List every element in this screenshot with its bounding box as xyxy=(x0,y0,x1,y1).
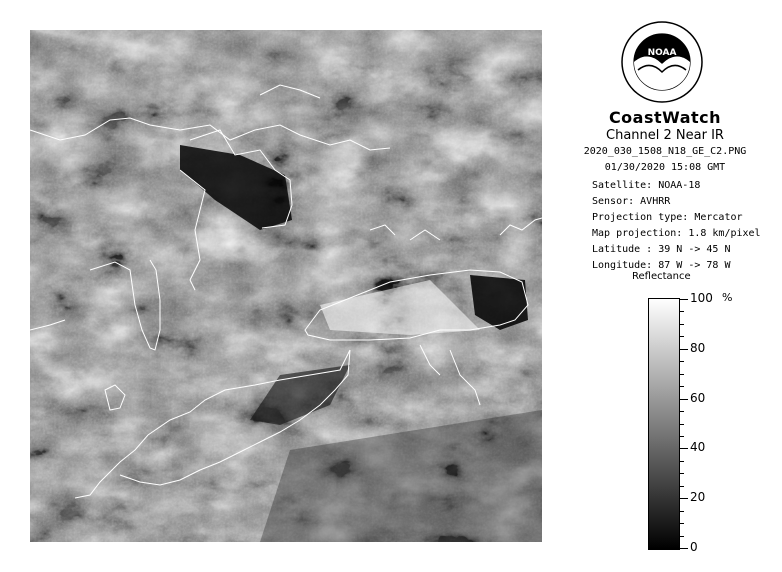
colorbar-tick xyxy=(680,536,684,537)
colorbar-tick xyxy=(680,386,684,387)
colorbar-tick-label: 40 xyxy=(690,440,706,455)
sensor-label: Sensor: AVHRR xyxy=(592,196,671,207)
colorbar-tick xyxy=(680,461,684,462)
colorbar-tick xyxy=(680,411,684,412)
colorbar-tick xyxy=(680,374,684,375)
scale-title: Reflectance xyxy=(632,271,691,282)
colorbar-tick xyxy=(680,523,684,524)
app-title: CoastWatch xyxy=(608,108,722,127)
colorbar-tick xyxy=(680,473,684,474)
colorbar-tick xyxy=(680,436,684,437)
colorbar-tick-label: 0 xyxy=(690,540,698,554)
noaa-logo xyxy=(620,20,704,104)
filename-label: 2020_030_1508_N18_GE_C2.PNG xyxy=(583,146,747,157)
datetime-label: 01/30/2020 15:08 GMT xyxy=(604,162,726,173)
colorbar-tick xyxy=(680,424,684,425)
colorbar-tick xyxy=(680,299,688,300)
colorbar-tick-label: 20 xyxy=(690,490,706,505)
channel-label: Channel 2 Near IR xyxy=(606,128,724,143)
colorbar-tick xyxy=(680,336,684,337)
colorbar-tick-label: 60 xyxy=(690,390,706,405)
colorbar-tick-label: 80 xyxy=(690,340,706,355)
reflectance-colorbar xyxy=(648,298,680,550)
projection-type-label: Projection type: Mercator xyxy=(592,212,743,223)
colorbar-tick xyxy=(680,511,684,512)
longitude-label: Longitude: 87 W -> 78 W xyxy=(592,260,731,271)
satellite-image xyxy=(30,30,542,542)
colorbar-tick xyxy=(680,486,684,487)
colorbar-tick xyxy=(680,311,684,312)
colorbar-tick xyxy=(680,349,688,350)
colorbar-tick xyxy=(680,448,688,449)
colorbar-tick xyxy=(680,548,688,549)
map-projection-label: Map projection: 1.8 km/pixel xyxy=(592,228,761,239)
colorbar-tick xyxy=(680,361,684,362)
latitude-label: Latitude : 39 N -> 45 N xyxy=(592,244,731,255)
colorbar-tick xyxy=(680,399,688,400)
scale-unit: % xyxy=(722,291,733,304)
colorbar-tick-label: 100 xyxy=(690,291,713,305)
colorbar-tick xyxy=(680,498,688,499)
colorbar-tick xyxy=(680,324,684,325)
logo-text: NOAA xyxy=(647,48,677,58)
satellite-label: Satellite: NOAA-18 xyxy=(592,180,701,191)
